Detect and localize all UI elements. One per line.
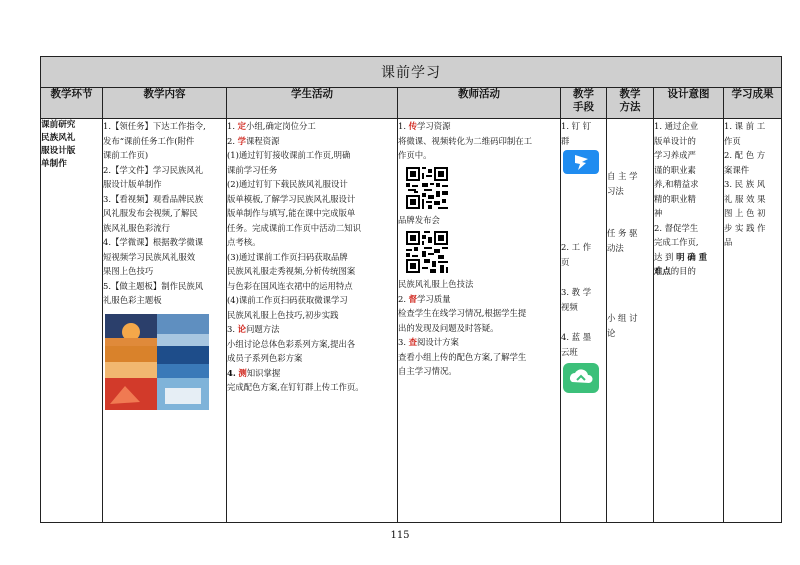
- intent-line: 1. 通过企业: [654, 121, 699, 131]
- content-line: 果图上色技巧: [103, 266, 154, 276]
- table-title: 课前学习: [41, 57, 782, 88]
- header-method-line1: 教学: [619, 88, 641, 100]
- outcome-line: 礼 服 效 果: [724, 193, 766, 204]
- content-line: 族风礼服色彩流行: [103, 222, 170, 233]
- student-activity-cell: [227, 119, 398, 523]
- means-2b: 页: [561, 256, 570, 267]
- qr-code-coloring-technique: [406, 231, 448, 273]
- intent-line: 2. 督促学生: [654, 222, 699, 233]
- header-design-intent: 设计意图: [654, 88, 724, 119]
- teaching-means-cell: [561, 119, 607, 523]
- student-line: (1)通过钉钉接收课前工作页,明确: [227, 150, 351, 160]
- teacher-line: 将微课、视频转化为二维码印制在工: [398, 135, 532, 146]
- content-line: 礼服色彩主题板: [103, 295, 162, 305]
- method-2b: 动法: [607, 242, 624, 253]
- stage-line: 民族风礼: [41, 133, 76, 143]
- outcome-line: 案课件: [724, 164, 750, 175]
- learning-outcome-cell: [724, 119, 782, 523]
- intent-pre: 达 到: [654, 251, 677, 262]
- intent-line: 精的职业精: [654, 193, 696, 204]
- teacher-item-1-text: 学习资源: [417, 121, 451, 131]
- lesson-plan-table: [40, 56, 782, 523]
- key-cha: 查: [408, 337, 418, 347]
- stage-line: 单制作: [41, 159, 67, 169]
- means-3a: 3. 教 学: [561, 287, 592, 297]
- outcome-line: 品: [724, 237, 733, 247]
- intent-line: 学习养成严: [654, 150, 696, 160]
- key-ding: 定: [237, 121, 247, 131]
- header-teaching-method: [607, 88, 654, 119]
- student-line: 成员子系列色彩方案: [227, 353, 303, 363]
- means-1a: 1. 钉 钉: [561, 121, 592, 131]
- outcome-line: 步 实 践 作: [724, 222, 766, 233]
- content-line: 短视频学习民族风礼服效: [103, 251, 196, 262]
- teaching-method-cell: [607, 119, 654, 523]
- student-item-4-text: 知识掌握: [246, 367, 281, 378]
- student-line: 小组讨论总体色彩系列方案,提出各: [227, 338, 356, 349]
- intent-line-10: [654, 250, 723, 265]
- intent-bold-2: 难点: [654, 266, 671, 276]
- content-line: 5.【做主题板】制作民族风: [103, 280, 204, 291]
- teacher-item-2: 2. 督学习质量: [398, 293, 451, 304]
- intent-line: 完成工作页,: [654, 237, 699, 247]
- student-line: (2)通过钉钉下载民族风礼服设计: [227, 179, 348, 189]
- key-xue: 学: [237, 135, 247, 146]
- content-line: 发布“课前任务工作(附件: [103, 135, 195, 146]
- student-line: 完成配色方案,在钉钉群上传工作页。: [227, 382, 364, 392]
- student-item-1-text: 小组,确定岗位分工: [246, 121, 316, 131]
- header-teaching-content: 教学内容: [103, 88, 227, 119]
- method-3b: 论: [607, 327, 616, 338]
- teacher-line: 检查学生在线学习情况,根据学生提: [398, 308, 527, 318]
- header-learning-outcome: 学习成果: [724, 88, 782, 119]
- header-teacher-activity: 教师活动: [398, 88, 561, 119]
- qr1-caption: 品牌发布会: [398, 214, 440, 225]
- content-line: 风礼服发布会视频,了解民: [103, 208, 198, 218]
- stage-line: 服设计版: [41, 146, 76, 156]
- student-item-2: 2. 学课程资源: [227, 135, 280, 146]
- method-3a: 小 组 讨: [607, 313, 638, 323]
- header-teaching-stage: 教学环节: [41, 88, 103, 119]
- outcome-line: 2. 配 色 方: [724, 150, 766, 160]
- teacher-line: 查看小组上传的配色方案,了解学生: [398, 351, 527, 362]
- key-ce: 测: [238, 367, 247, 378]
- method-1b: 习法: [607, 185, 624, 196]
- teacher-item-2-text: 学习质量: [417, 293, 451, 304]
- intent-line-11: [654, 264, 723, 279]
- means-1b: 群: [561, 135, 570, 146]
- teacher-line: 自主学习情况。: [398, 366, 457, 376]
- stage-cell: [41, 119, 103, 523]
- method-2a: 任 务 驱: [607, 228, 638, 238]
- content-line: 服设计版单制作: [103, 179, 162, 189]
- header-means-line1: 教学: [573, 88, 594, 100]
- means-2a: 2. 工 作: [561, 242, 592, 252]
- outcome-line: 3. 民 族 风: [724, 179, 766, 189]
- intent-line: 神: [654, 208, 663, 218]
- means-3b: 视频: [561, 301, 578, 312]
- student-item-1: 1. 定小组,确定岗位分工: [227, 121, 316, 131]
- outcome-line: 作页: [724, 135, 741, 146]
- student-item-4: 4. 测知识掌握: [227, 367, 281, 378]
- student-item-3-text: 问题方法: [246, 324, 280, 334]
- student-line: 民族风礼服走秀视频,分析传统图案: [227, 266, 356, 276]
- teacher-activity-cell: [398, 119, 561, 523]
- qr-code-brand-launch: [406, 167, 448, 209]
- lanmo-cloud-class-icon: [563, 363, 599, 393]
- student-line: (3)通过课前工作页扫码获取品牌: [227, 251, 348, 262]
- student-line: 与色彩在国风连衣裙中的运用特点: [227, 280, 353, 291]
- method-1a: 自 主 学: [607, 171, 638, 181]
- key-lun: 论: [237, 324, 247, 334]
- content-line: 2.【学文件】学习民族风礼: [103, 164, 204, 175]
- means-4b: 云班: [561, 346, 578, 357]
- student-line: 版单制作与填写,能在课中完成版单: [227, 208, 356, 218]
- student-line: 课前学习任务: [227, 164, 278, 175]
- page-number: 115: [390, 530, 410, 541]
- content-line: 3.【看视频】观看品牌民族: [103, 193, 204, 204]
- key-chuan: 传: [408, 121, 418, 131]
- outcome-line: 图 上 色 初: [724, 208, 766, 218]
- student-item-3: 3. 论问题方法: [227, 324, 280, 334]
- intent-line: 版单设计的: [654, 135, 696, 146]
- header-student-activity: 学生活动: [227, 88, 398, 119]
- content-cell: [103, 119, 227, 523]
- teacher-item-3: 3. 查阅设计方案: [398, 337, 459, 347]
- content-line: 1.【领任务】下达工作指令,: [103, 121, 206, 131]
- stage-line: 课前研究: [41, 120, 76, 130]
- header-teaching-means: [561, 88, 607, 119]
- header-method-line2: 方法: [619, 101, 641, 113]
- key-du: 督: [408, 293, 418, 304]
- intent-post: 的目的: [670, 266, 696, 276]
- content-line: 4.【学微课】根据教学微课: [103, 237, 204, 247]
- student-line: 民族风礼服上色技巧,初步实践: [227, 309, 339, 320]
- student-item-2-text: 课程资源: [246, 135, 280, 146]
- student-line: (4)课前工作页扫码获取微课学习: [227, 295, 348, 305]
- teacher-item-1: 1. 传学习资源: [398, 121, 451, 131]
- dingtalk-icon: [563, 150, 599, 174]
- teacher-line: 出的发现及问题及时答疑。: [398, 322, 499, 333]
- content-line: 课前工作页): [103, 150, 149, 160]
- student-line: 点考核。: [227, 237, 261, 247]
- student-line: 任务。完成课前工作页中活动二知识: [227, 222, 361, 233]
- intent-line: 养,和精益求: [654, 179, 699, 189]
- header-means-line2: 手段: [573, 101, 594, 113]
- color-theme-board-image: [105, 314, 209, 410]
- design-intent-cell: [654, 119, 724, 523]
- means-4a: 4. 蓝 墨: [561, 332, 592, 342]
- student-line: 版单模板,了解学习民族风礼服设计: [227, 193, 356, 204]
- teacher-line: 作页中。: [398, 150, 432, 160]
- qr2-caption: 民族风礼服上色技法: [398, 279, 474, 289]
- teacher-item-3-text: 阅设计方案: [417, 337, 459, 347]
- intent-bold-1: 明 确 重: [676, 251, 708, 262]
- intent-line: 谨的职业素: [654, 164, 696, 175]
- outcome-line: 1. 课 前 工: [724, 121, 766, 131]
